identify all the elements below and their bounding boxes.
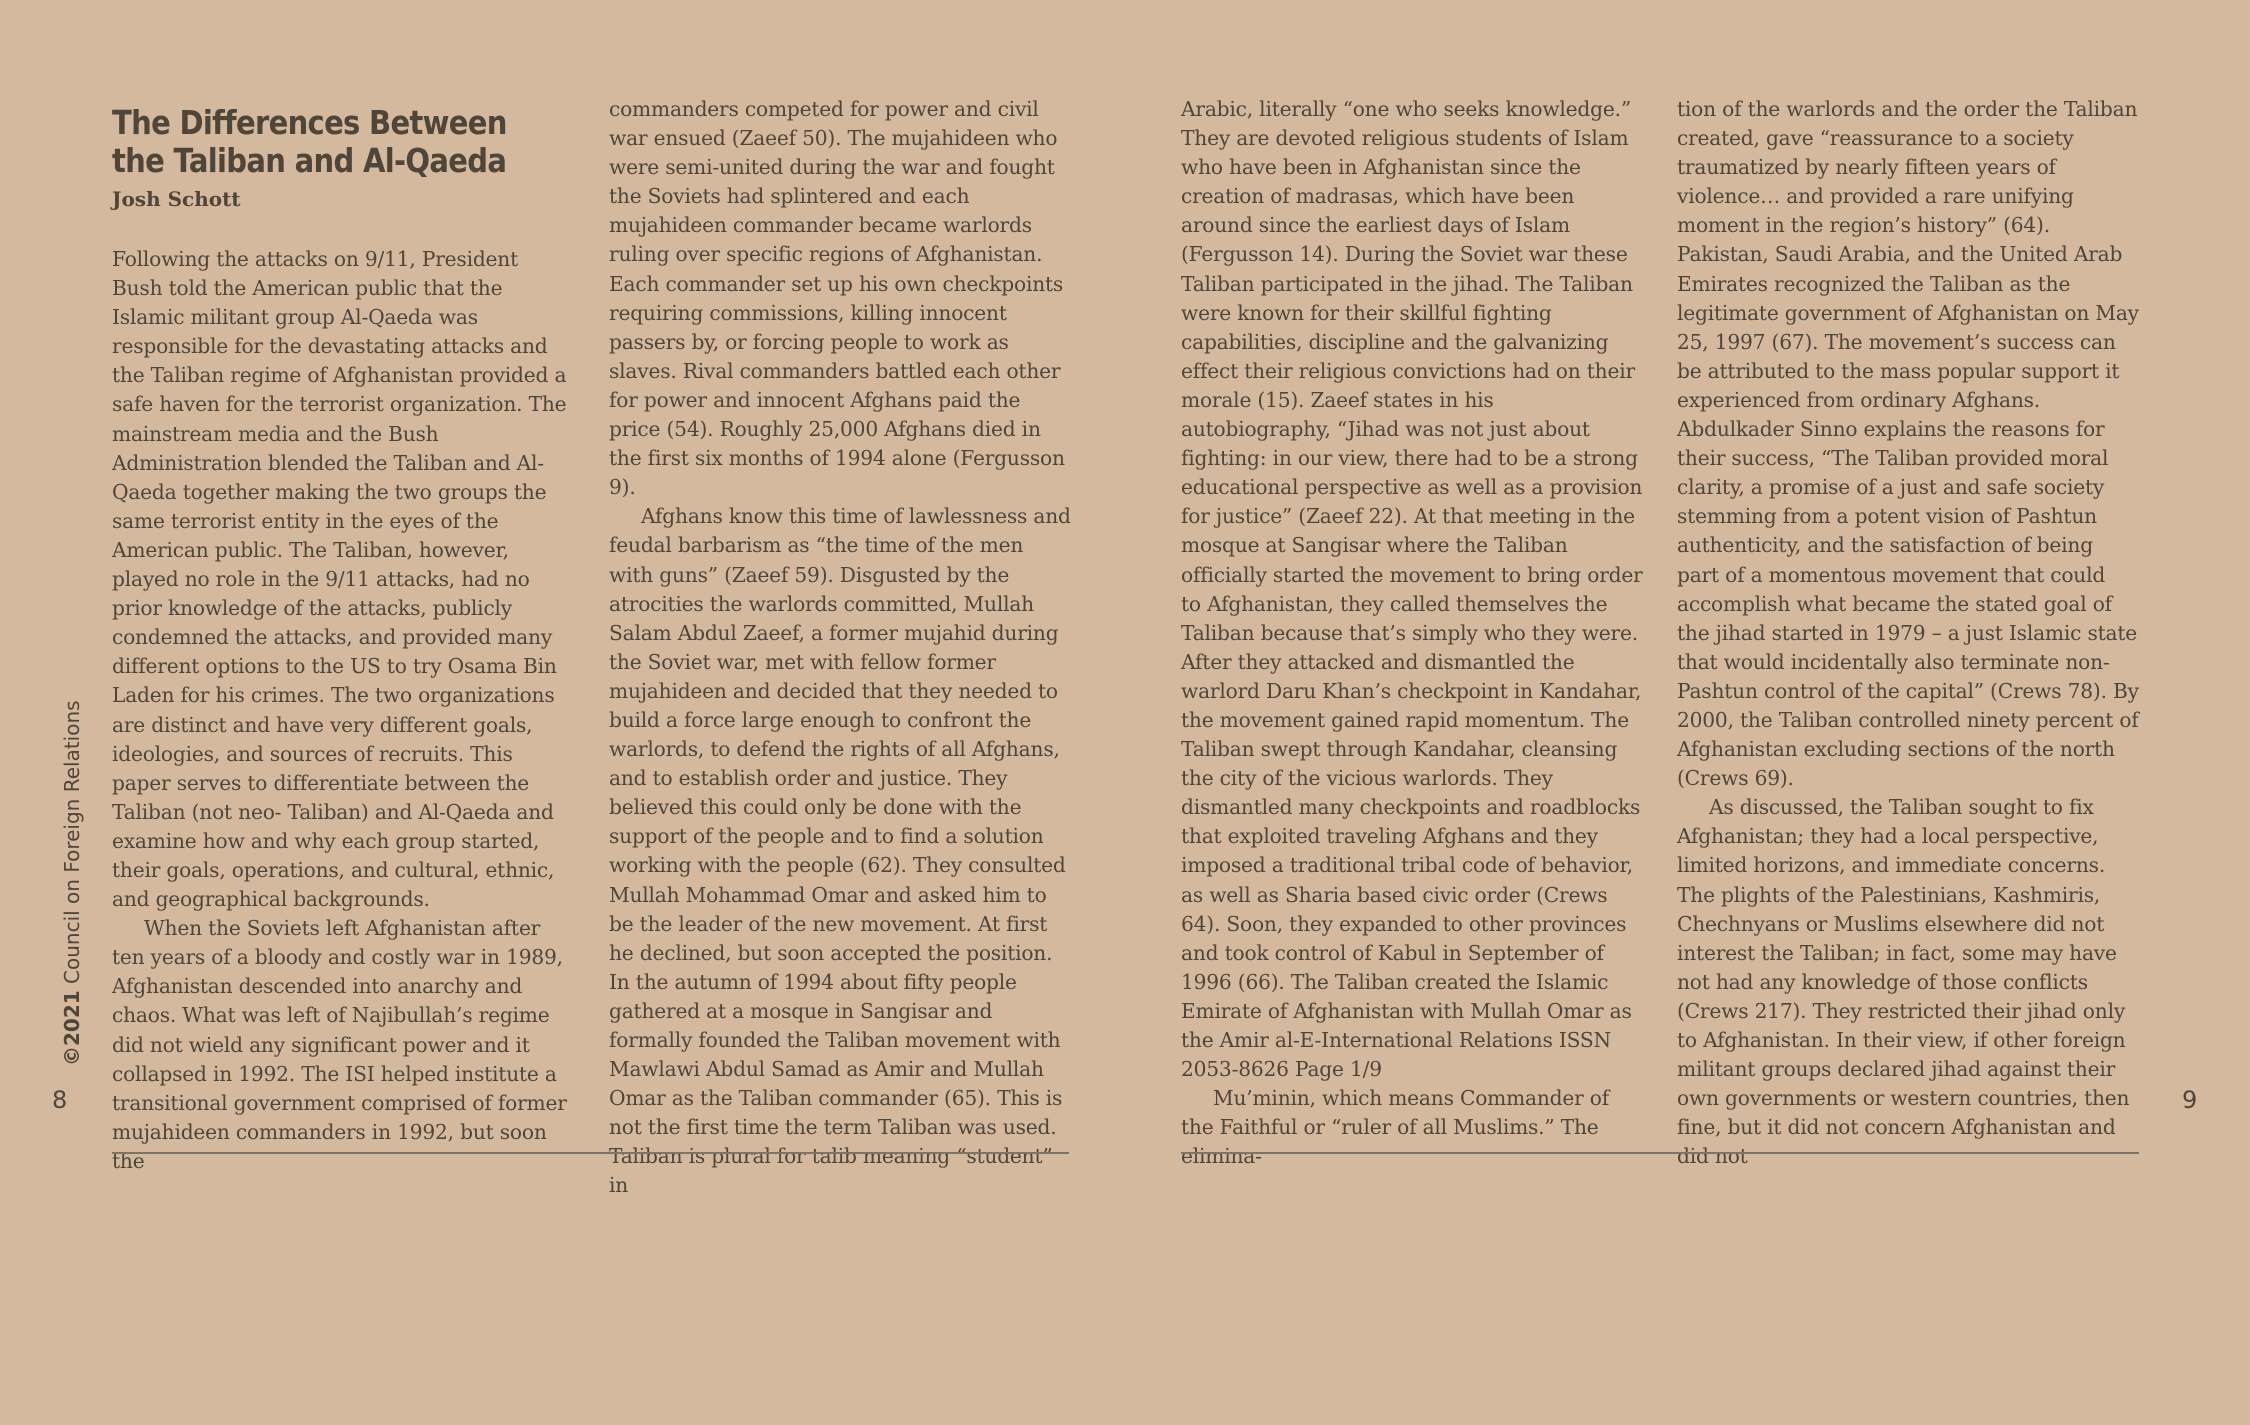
copyright-org: Council on Foreign Relations — [60, 700, 84, 984]
article-author: Josh Schott — [112, 187, 241, 211]
paragraph: When the Soviets left Afghanistan after ten years of a bloody and costly war in 1989, Afghanistan descended into anarchy and chaos. What was left of Najibullah’s regime did not wield any significant power and it collapsed in 1992. The ISI helped institute a transitional government comprised of former mujahideen commanders in 1992, but soon the — [112, 916, 567, 1173]
paragraph: Following the attacks on 9/11, President Bush told the American public that the Islamic militant group Al-Qaeda was responsible for the devastating attacks and the Taliban regime of Afghanistan provided a safe haven for the terrorist organization. The mainstream media and the Bush Administration blended the Taliban and Al-Qaeda together making the two groups the same terrorist entity in the eyes of the American public. The Taliban, however, played no role in the 9/11 attacks, had no prior knowledge of the attacks, publicly condemned the attacks, and provided many different options to the US to try Osama Bin Laden for his crimes. The two organizations are distinct and have very different goals, ideologies, and sources of recruits. This paper serves to differentiate between the Taliban (not neo- Taliban) and Al-Qaeda and examine how and why each group started, their goals, operations, and cultural, ethnic, and geographical backgrounds. — [112, 247, 567, 912]
paragraph: Arabic, literally “one who seeks knowledge.” They are devoted religious students of Islam who have been in Afghanistan since the creation of madrasas, which have been around since the earliest days of Islam (Fergusson 14). During the Soviet war these Taliban participated in the jihad. The Taliban were known for their skillful fighting capabilities, discipline and the galvanizing effect their religious convictions had on their morale (15). Zaeef states in his autobiography, “Jihad was not just about fighting: in our view, there had to be a strong educational perspective as well as a provision for justice” (Zaeef 22). At that meeting in the mosque at Sangisar where the Taliban officially started the movement to bring order to Afghanistan, they called themselves the Taliban because that’s simply who they were. After they attacked and dismantled the warlord Daru Khan’s checkpoint in Kandahar, the movement gained rapid momentum. The Taliban swept through Kandahar, cleansing the city of the vicious warlords. They dismantled many checkpoints and roadblocks that exploited traveling Afghans and they imposed a traditional tribal code of behavior, as well as Sharia based civic order (Crews 64). Soon, they expanded to other provinces and took control of Kabul in September of 1996 (66). The Taliban created the Islamic Emirate of Afghanistan with Mullah Omar as the Amir al-E-International Relations ISSN 2053-8626 Page 1/9 — [1181, 97, 1643, 1082]
text-column-4 — [1677, 95, 2139, 1171]
page-number-right: 9 — [2182, 1086, 2198, 1114]
text-column-1 — [112, 245, 574, 1176]
text-column-2 — [609, 95, 1071, 1201]
paragraph: commanders competed for power and civil war ensued (Zaeef 50). The mujahideen who were semi-united during the war and fought the Soviets had splintered and each mujahideen commander became warlords ruling over specific regions of Afghanistan. Each commander set up his own checkpoints requiring commissions, killing innocent passers by, or forcing people to work as slaves. Rival commanders battled each other for power and innocent Afghans paid the price (54). Roughly 25,000 Afghans died in the first six months of 1994 alone (Fergusson 9). — [609, 97, 1065, 500]
page-number-left: 8 — [52, 1086, 68, 1114]
paragraph: tion of the warlords and the order the Taliban created, gave “reassurance to a society traumatized by nearly fifteen years of violence… and provided a rare unifying moment in the region’s history” (64). Pakistan, Saudi Arabia, and the United Arab Emirates recognized the Taliban as the legitimate government of Afghanistan on May 25, 1997 (67). The movement’s success can be attributed to the mass popular support it experienced from ordinary Afghans. Abdulkader Sinno explains the reasons for their success, “The Taliban provided moral clarity, a promise of a just and safe society stemming from a potent vision of Pashtun authenticity, and the satisfaction of being part of a momentous movement that could accomplish what became the stated goal of the jihad started in 1979 – a just Islamic state that would incidentally also terminate non-Pashtun control of the capital” (Crews 78). By 2000, the Taliban controlled ninety percent of Afghanistan excluding sections of the north (Crews 69). — [1677, 97, 2139, 791]
paragraph: Afghans know this time of lawlessness and feudal barbarism as “the time of the men with guns” (Zaeef 59). Disgusted by the atrocities the warlords committed, Mullah Salam Abdul Zaeef, a former mujahid during the Soviet war, met with fellow former mujahideen and decided that they needed to build a force large enough to confront the warlords, to defend the rights of all Afghans, and to establish order and justice. They believed this could only be done with the support of the people and to find a solution working with the people (62). They consulted Mullah Mohammad Omar and asked him to be the leader of the new movement. At first he declined, but soon accepted the position. In the autumn of 1994 about fifty people gathered at a mosque in Sangisar and formally founded the Taliban movement with Mawlawi Abdul Samad as Amir and Mullah Omar as the Taliban commander (65). This is not the first time the term Taliban was used. Taliban is plural for talib meaning “student” in — [609, 504, 1071, 1198]
footer-rule-left — [112, 1152, 1069, 1154]
article-title: The Differences Between the Taliban and Al-Qaeda — [112, 103, 507, 180]
paragraph: Mu’minin, which means Commander of the Faithful or “ruler of all Muslims.” The elimina- — [1181, 1086, 1610, 1169]
paragraph: As discussed, the Taliban sought to fix Afghanistan; they had a local perspective, limited horizons, and immediate concerns. The plights of the Palestinians, Kashmiris, Chechnyans or Muslims elsewhere did not interest the Taliban; in fact, some may have not had any knowledge of those conflicts (Crews 217). They restricted their jihad only to Afghanistan. In their view, if other foreign militant groups declared jihad against their own governments or western countries, then fine, but it did not concern Afghanistan and did not — [1677, 795, 2130, 1169]
footer-rule-right — [1181, 1152, 2139, 1154]
copyright-notice — [60, 700, 84, 1066]
text-column-3 — [1181, 95, 1646, 1171]
copyright-year: ©2021 — [60, 990, 84, 1066]
